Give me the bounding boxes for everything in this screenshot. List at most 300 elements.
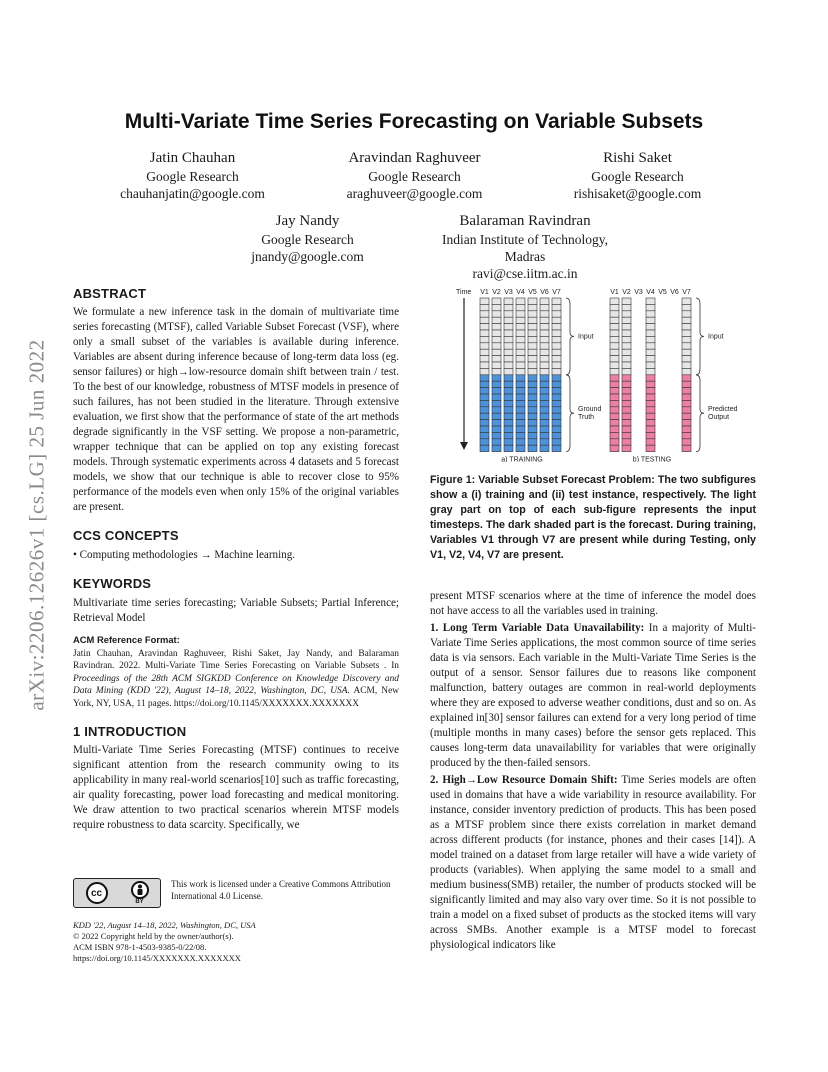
testing-input-cell	[610, 362, 619, 368]
time-label: Time	[456, 289, 472, 296]
testing-output-cell	[682, 407, 691, 413]
acm-ref-rest: ACM, New York, NY, USA, 11 pages. https://doi.org/10.1145/XXXXXXX.XXXXXXX	[73, 686, 400, 709]
training-output-cell	[516, 400, 525, 406]
testing-output-cell	[622, 400, 631, 406]
testing-output-cell	[646, 388, 655, 394]
training-output-cell	[492, 439, 501, 445]
training-output-cell	[492, 432, 501, 438]
author-affiliation: Google Research	[146, 169, 239, 184]
author-name: Jay Nandy	[275, 213, 340, 229]
training-output-cell	[540, 420, 549, 426]
training-input-cell	[528, 330, 537, 336]
testing-output-cell	[682, 388, 691, 394]
testing-input-cell	[646, 298, 655, 304]
training-input-cell	[552, 356, 561, 362]
testing-var-label: V1	[610, 289, 619, 296]
author-block-5	[420, 211, 630, 282]
training-output-cell	[504, 375, 513, 381]
intro-continued: present MTSF scenarios where at the time of inference the model does not have access to all the variables used in training.	[430, 590, 756, 617]
testing-input-cell	[610, 343, 619, 349]
training-output-cell	[528, 400, 537, 406]
training-output-cell	[540, 394, 549, 400]
training-input-cell	[552, 368, 561, 374]
testing-input-cell	[682, 324, 691, 330]
author-block-2	[312, 148, 517, 202]
training-output-cell	[540, 400, 549, 406]
testing-input-cell	[682, 368, 691, 374]
testing-input-cell	[682, 349, 691, 355]
training-input-cell	[492, 324, 501, 330]
testing-input-cell	[622, 311, 631, 317]
testing-output-cell	[682, 420, 691, 426]
training-input-cell	[540, 298, 549, 304]
testing-output-cell	[622, 439, 631, 445]
testing-output-cell	[622, 407, 631, 413]
testing-output-cell	[646, 420, 655, 426]
training-output-cell	[504, 388, 513, 394]
training-output-cell	[552, 445, 561, 451]
training-output-cell	[528, 375, 537, 381]
training-output-cell	[540, 388, 549, 394]
testing-output-cell	[646, 439, 655, 445]
testing-output-cell	[610, 439, 619, 445]
training-output-cell	[552, 375, 561, 381]
testing-output-cell	[646, 413, 655, 419]
testing-caption: b) TESTING	[632, 456, 672, 462]
testing-output-cell	[646, 400, 655, 406]
training-output-cell	[528, 381, 537, 387]
training-output-cell	[528, 420, 537, 426]
training-output-cell	[528, 413, 537, 419]
training-input-cell	[480, 349, 489, 355]
training-output-cell	[492, 381, 501, 387]
training-input-cell	[552, 317, 561, 323]
training-input-cell	[528, 356, 537, 362]
acm-ref-authors: Jatin Chauhan, Aravindan Raghuveer, Rishi Saket, Jay Nandy, and Balaraman Ravindran. 2022. Multi-Variate Time Series Forecasting on Variable Subsets . In	[73, 648, 399, 671]
testing-input-cell	[682, 362, 691, 368]
training-input-cell	[528, 324, 537, 330]
author-email: rishisaket@google.com	[573, 186, 702, 201]
training-input-cell	[552, 298, 561, 304]
training-output-brace	[566, 375, 574, 452]
testing-input-cell	[610, 336, 619, 342]
training-output-cell	[540, 426, 549, 432]
training-input-cell	[480, 356, 489, 362]
author-block-4	[210, 211, 405, 265]
testing-var-label: V7	[682, 289, 691, 296]
training-var-label: V2	[492, 289, 501, 296]
training-output-cell	[492, 413, 501, 419]
training-output-cell	[540, 407, 549, 413]
training-output-cell	[528, 445, 537, 451]
testing-input-cell	[622, 356, 631, 362]
training-caption: a) TRAINING	[501, 456, 543, 462]
training-output-cell	[516, 445, 525, 451]
training-input-cell	[516, 336, 525, 342]
testing-input-cell	[610, 368, 619, 374]
testing-output-cell	[610, 394, 619, 400]
scenario-1-heading: 1. Long Term Variable Data Unavailability:	[430, 622, 645, 634]
testing-input-cell	[646, 311, 655, 317]
testing-input-cell	[646, 330, 655, 336]
testing-input-cell	[610, 330, 619, 336]
training-var-label: V6	[540, 289, 549, 296]
testing-output-cell	[610, 413, 619, 419]
training-var-label: V1	[480, 289, 489, 296]
training-output-label: Truth	[578, 414, 595, 422]
training-output-cell	[480, 388, 489, 394]
testing-var-label: V2	[622, 289, 631, 296]
acm-ref-text	[73, 648, 399, 711]
training-output-cell	[492, 400, 501, 406]
testing-output-cell	[622, 432, 631, 438]
training-input-cell	[492, 343, 501, 349]
testing-input-cell	[622, 343, 631, 349]
testing-output-cell	[610, 388, 619, 394]
author-affiliation: Google Research	[368, 169, 461, 184]
scenario-1	[430, 621, 756, 771]
training-output-cell	[552, 407, 561, 413]
training-output-cell	[528, 439, 537, 445]
testing-output-cell	[610, 400, 619, 406]
training-output-cell	[528, 407, 537, 413]
training-input-cell	[540, 368, 549, 374]
training-output-cell	[504, 381, 513, 387]
testing-output-cell	[682, 413, 691, 419]
by-label: BY	[135, 898, 144, 905]
testing-input-cell	[646, 324, 655, 330]
training-input-cell	[528, 368, 537, 374]
testing-output-cell	[682, 394, 691, 400]
training-input-cell	[492, 311, 501, 317]
training-input-cell	[516, 324, 525, 330]
testing-output-cell	[610, 381, 619, 387]
keywords-text: Multivariate time series forecasting; Variable Subsets; Partial Inference; Retrieval Model	[73, 597, 399, 624]
testing-input-cell	[622, 368, 631, 374]
license-block	[73, 878, 399, 964]
training-output-cell	[504, 426, 513, 432]
training-output-cell	[516, 381, 525, 387]
testing-input-cell	[622, 324, 631, 330]
training-output-cell	[516, 394, 525, 400]
testing-input-cell	[610, 356, 619, 362]
training-input-cell	[492, 349, 501, 355]
testing-input-cell	[646, 336, 655, 342]
training-input-cell	[492, 330, 501, 336]
training-output-cell	[552, 432, 561, 438]
training-input-cell	[540, 336, 549, 342]
training-input-cell	[540, 349, 549, 355]
training-input-cell	[540, 362, 549, 368]
training-input-cell	[492, 356, 501, 362]
training-output-cell	[516, 420, 525, 426]
testing-output-cell	[610, 407, 619, 413]
testing-output-cell	[622, 445, 631, 451]
testing-input-cell	[622, 317, 631, 323]
training-output-cell	[516, 407, 525, 413]
testing-output-cell	[622, 413, 631, 419]
testing-output-cell	[646, 426, 655, 432]
keywords-heading: KEYWORDS	[73, 576, 152, 591]
testing-input-cell	[646, 343, 655, 349]
author-name: Balaraman Ravindran	[459, 213, 591, 229]
training-output-cell	[504, 432, 513, 438]
testing-input-cell	[682, 304, 691, 310]
training-input-cell	[504, 304, 513, 310]
training-output-cell	[492, 394, 501, 400]
testing-input-cell	[682, 356, 691, 362]
author-affiliation: Indian Institute of Technology,	[442, 232, 608, 247]
training-input-cell	[480, 311, 489, 317]
training-output-cell	[552, 388, 561, 394]
training-output-cell	[492, 426, 501, 432]
acm-ref-proceedings: Proceedings of the 28th ACM SIGKDD Conference on Knowledge Discovery and Data Mining (KDD '22), August 14–18, 2022, Washington, DC, USA.	[73, 673, 399, 696]
training-output-cell	[516, 426, 525, 432]
author-affiliation: Google Research	[591, 169, 684, 184]
testing-output-cell	[682, 439, 691, 445]
training-input-cell	[504, 356, 513, 362]
paper-title: Multi-Variate Time Series Forecasting on Variable Subsets	[124, 110, 704, 133]
training-input-cell	[552, 362, 561, 368]
testing-input-cell	[622, 362, 631, 368]
figure-1	[430, 282, 760, 462]
training-input-cell	[528, 362, 537, 368]
testing-output-cell	[682, 445, 691, 451]
testing-output-cell	[610, 426, 619, 432]
training-output-cell	[492, 407, 501, 413]
training-output-cell	[528, 432, 537, 438]
testing-input-brace	[696, 298, 704, 375]
testing-input-cell	[682, 343, 691, 349]
testing-input-cell	[682, 336, 691, 342]
training-output-cell	[504, 394, 513, 400]
testing-output-cell	[610, 375, 619, 381]
training-input-cell	[516, 362, 525, 368]
intro-heading: 1 INTRODUCTION	[73, 724, 187, 739]
training-output-cell	[552, 439, 561, 445]
author-email: jnandy@google.com	[251, 249, 364, 264]
training-input-cell	[504, 330, 513, 336]
training-output-cell	[480, 381, 489, 387]
training-output-cell	[540, 439, 549, 445]
training-input-cell	[504, 349, 513, 355]
training-input-cell	[540, 330, 549, 336]
testing-input-cell	[610, 349, 619, 355]
scenario-2-text: Time Series models are often used in domains that have a wide variability in resource availability. For instance, consider inventory prediction of products. This has been posed as a MTSF problem since there exists correlation in market demand across different products (for instance, phones and their cases [14]). A model trained on a dataset from large retailer will have a wide variety of products (variables). When applying the same model to a small and medium business(SMB) retailer, the number of products stocked will be significantly limited and may also vary over time. So it is not possible to train a model on a fixed subset of products as the stocked items will vary across SMBs. Another example is a MTSF model to forecast physiological indicators like	[430, 774, 756, 951]
training-output-cell	[504, 413, 513, 419]
training-input-cell	[504, 343, 513, 349]
training-output-cell	[492, 375, 501, 381]
testing-output-brace	[696, 375, 704, 452]
training-input-cell	[504, 362, 513, 368]
training-output-cell	[528, 394, 537, 400]
left-column	[73, 286, 399, 833]
training-input-cell	[552, 336, 561, 342]
training-input-cell	[516, 343, 525, 349]
training-input-cell	[516, 356, 525, 362]
testing-var-label: V5	[658, 289, 667, 296]
training-output-cell	[552, 426, 561, 432]
testing-output-label: Output	[708, 414, 730, 422]
training-output-cell	[552, 400, 561, 406]
training-input-cell	[492, 362, 501, 368]
testing-output-cell	[646, 375, 655, 381]
testing-input-cell	[610, 311, 619, 317]
training-input-cell	[540, 311, 549, 317]
training-input-cell	[516, 304, 525, 310]
training-output-cell	[480, 420, 489, 426]
training-input-cell	[528, 298, 537, 304]
training-input-cell	[552, 304, 561, 310]
training-output-cell	[516, 413, 525, 419]
training-var-label: V7	[552, 289, 561, 296]
training-input-cell	[540, 324, 549, 330]
training-input-cell	[480, 336, 489, 342]
testing-output-cell	[646, 445, 655, 451]
training-input-cell	[504, 336, 513, 342]
training-output-cell	[504, 420, 513, 426]
training-input-cell	[504, 317, 513, 323]
testing-var-label: V4	[646, 289, 655, 296]
training-var-label: V4	[516, 289, 525, 296]
training-input-cell	[528, 304, 537, 310]
testing-input-cell	[682, 317, 691, 323]
training-input-cell	[528, 336, 537, 342]
training-var-label: V3	[504, 289, 513, 296]
testing-input-cell	[622, 298, 631, 304]
author-affiliation: Google Research	[261, 232, 354, 247]
testing-input-cell	[622, 349, 631, 355]
testing-var-label: V3	[634, 289, 643, 296]
person-icon	[131, 881, 149, 899]
training-output-cell	[492, 420, 501, 426]
training-input-cell	[528, 343, 537, 349]
training-output-cell	[492, 388, 501, 394]
testing-input-cell	[646, 368, 655, 374]
training-input-cell	[552, 349, 561, 355]
testing-input-cell	[682, 311, 691, 317]
testing-var-label: V6	[670, 289, 679, 296]
training-input-cell	[552, 324, 561, 330]
training-output-cell	[528, 388, 537, 394]
testing-input-cell	[682, 298, 691, 304]
license-text: This work is licensed under a Creative Commons Attribution International 4.0 License.	[171, 879, 391, 901]
scenario-1-text: In a majority of Multi-Variate Time Series applications, the most common source of time series data is via sensors. Each variable in the Multi-Variate Time Series is the output of a sensor. Sensor failures due to reasons like component malfunction, battery outages are common in real-world deployments where they are exposed to adverse weather conditions, dust and so on. As explained in[30] sensor failures can extend for a very long period of time (multiple months in many cases) before the sensor gets replaced. This causes long-term data unavailability for variables that were originally produced by the then-failed sensors.	[430, 622, 756, 769]
training-input-cell	[516, 368, 525, 374]
venue-line: KDD '22, August 14–18, 2022, Washington, DC, USA	[73, 920, 256, 930]
isbn-line: ACM ISBN 978-1-4503-9385-0/22/08.	[73, 942, 207, 952]
training-input-cell	[492, 317, 501, 323]
testing-output-cell	[610, 432, 619, 438]
author-block-1	[95, 148, 290, 202]
training-output-cell	[480, 407, 489, 413]
training-input-cell	[540, 356, 549, 362]
training-output-cell	[516, 388, 525, 394]
training-output-cell	[552, 413, 561, 419]
author-name: Jatin Chauhan	[149, 150, 236, 166]
intro-text: Multi-Variate Time Series Forecasting (MTSF) continues to receive significant attention from the research community owing to its applicability in many real-world scenarios[10] such as traffic forecasting, air quality forecasting, power load forecasting and medical monitoring. We draw attention to two practical scenarios wherein MTSF models require robustness to data scarcity. Specifically, we	[73, 744, 399, 831]
cc-by-badge[interactable]	[73, 878, 161, 908]
training-output-label: Ground	[578, 406, 602, 414]
training-input-cell	[504, 298, 513, 304]
training-input-cell	[480, 304, 489, 310]
testing-input-cell	[610, 298, 619, 304]
training-output-cell	[540, 445, 549, 451]
figure-caption: Figure 1: Variable Subset Forecast Problem: The two subfigures show a (i) training and (ii) test instance, respectively. The light gray part on top of each sub-figure represents the input timesteps. The dark shaded part is the forecast. During training, Variables V1 through V7 are present while during Testing, only V1, V2, V4, V7 are present.	[430, 474, 756, 561]
testing-input-cell	[646, 349, 655, 355]
testing-output-label: Predicted	[708, 406, 738, 414]
testing-input-cell	[682, 330, 691, 336]
training-input-cell	[552, 311, 561, 317]
testing-output-cell	[622, 388, 631, 394]
training-input-cell	[480, 317, 489, 323]
training-input-label: Input	[578, 333, 594, 341]
author-email: chauhanjatin@google.com	[120, 186, 265, 201]
training-output-cell	[552, 381, 561, 387]
testing-output-cell	[682, 426, 691, 432]
training-input-cell	[492, 304, 501, 310]
training-input-cell	[480, 324, 489, 330]
author-block-3	[540, 148, 735, 202]
testing-input-cell	[646, 317, 655, 323]
copyright-line: © 2022 Copyright held by the owner/author(s).	[73, 931, 234, 941]
testing-output-cell	[646, 407, 655, 413]
testing-input-cell	[610, 304, 619, 310]
training-input-cell	[516, 349, 525, 355]
training-output-cell	[480, 394, 489, 400]
scenario-2-heading: 2. High→Low Resource Domain Shift:	[430, 774, 618, 786]
training-input-cell	[480, 368, 489, 374]
testing-output-cell	[622, 426, 631, 432]
acm-ref-heading: ACM Reference Format:	[73, 634, 180, 645]
training-input-cell	[528, 317, 537, 323]
testing-output-cell	[610, 420, 619, 426]
author-name: Rishi Saket	[603, 150, 672, 166]
training-output-cell	[480, 439, 489, 445]
testing-input-cell	[646, 356, 655, 362]
testing-output-cell	[646, 394, 655, 400]
training-input-cell	[492, 298, 501, 304]
testing-input-cell	[622, 330, 631, 336]
testing-output-cell	[682, 375, 691, 381]
scenario-2	[430, 773, 756, 953]
training-input-cell	[528, 311, 537, 317]
cc-icon: cc	[86, 882, 108, 904]
testing-output-cell	[622, 381, 631, 387]
training-output-cell	[516, 432, 525, 438]
training-output-cell	[540, 381, 549, 387]
training-output-cell	[492, 445, 501, 451]
testing-input-label: Input	[708, 333, 724, 341]
ccs-text: • Computing methodologies → Machine learning.	[73, 549, 296, 561]
training-input-cell	[504, 324, 513, 330]
training-output-cell	[480, 400, 489, 406]
training-input-cell	[516, 298, 525, 304]
doi-link[interactable]: https://doi.org/10.1145/XXXXXXX.XXXXXXX	[73, 953, 241, 963]
author-email: araghuveer@google.com	[346, 186, 483, 201]
training-output-cell	[540, 375, 549, 381]
training-output-cell	[540, 432, 549, 438]
arxiv-id-text: arXiv:2206.12626v1 [cs.LG] 25 Jun 2022	[24, 339, 49, 711]
testing-output-cell	[622, 394, 631, 400]
by-icon	[131, 881, 149, 906]
author-name: Aravindan Raghuveer	[348, 150, 481, 166]
training-output-cell	[480, 432, 489, 438]
testing-output-cell	[646, 381, 655, 387]
arxiv-identifier	[22, 290, 52, 760]
time-arrow-icon	[460, 442, 468, 450]
training-input-cell	[540, 317, 549, 323]
